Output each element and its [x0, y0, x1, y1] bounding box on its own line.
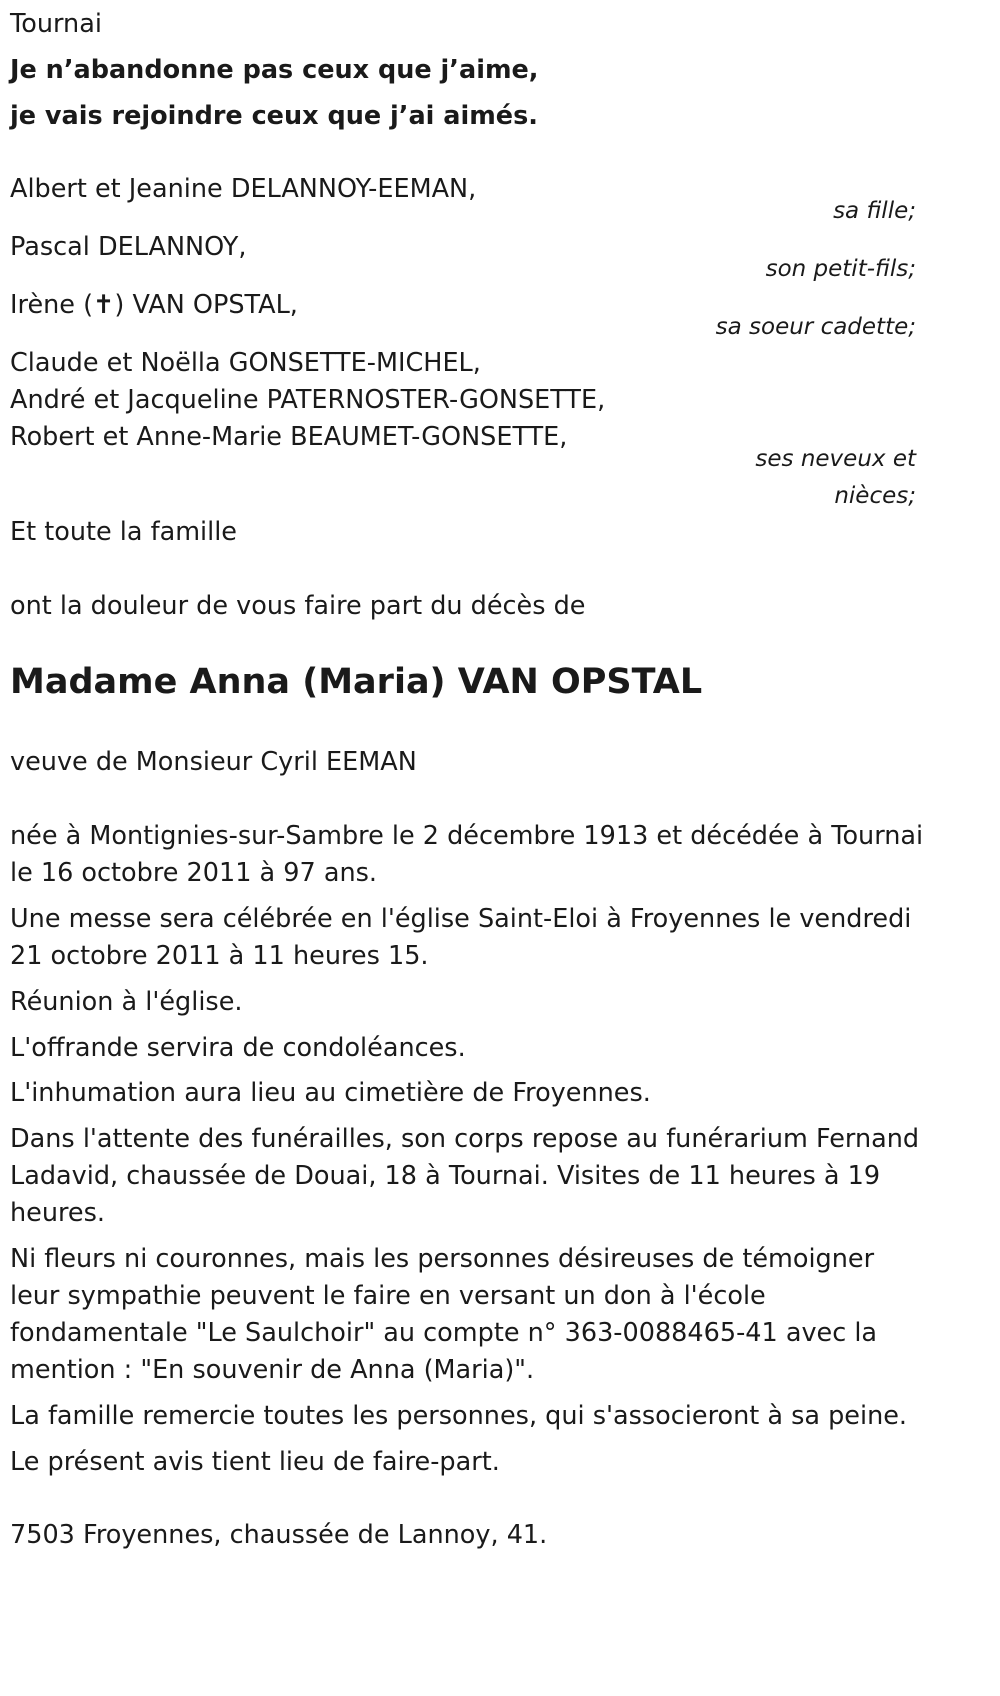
family-relation: ses neveux et: [755, 446, 916, 472]
quote-line-2: je vais rejoindre ceux que j’ai aimés.: [10, 101, 538, 131]
thanks-paragraph: La famille remercie toutes les personnes, qui s'associeront à sa peine.: [10, 1401, 908, 1431]
family-member-name: Albert et Jeanine DELANNOY-EEMAN,: [10, 174, 477, 204]
birth-death-paragraph: née à Montignies-sur-Sambre le 2 décembre 1913 et décédée à Tournai le 16 octobre 2011 à 97 ans.: [10, 821, 924, 888]
city-label: Tournai: [10, 9, 102, 39]
quote-line-1: Je n’abandonne pas ceux que j’aime,: [10, 55, 539, 85]
family-relation: son petit-fils;: [765, 256, 916, 282]
offering-paragraph: L'offrande servira de condoléances.: [10, 1033, 466, 1063]
deceased-name: Madame Anna (Maria) VAN OPSTAL: [10, 662, 703, 702]
family-member-name: Pascal DELANNOY,: [10, 232, 247, 262]
funeral-home-paragraph: Dans l'attente des funérailles, son corps repose au funérarium Fernand Ladavid, chaussée de Douai, 18 à Tournai. Visites de 11 heures à 19 heures.: [10, 1124, 920, 1228]
donation-paragraph: Ni fleurs ni couronnes, mais les personnes désireuses de témoigner leur sympathie peuvent le faire en versant un don à l'école fondamentale "Le Saulchoir" au compte n° 363-0088465-41 avec la mention : "En souvenir de Anna (Maria)".: [10, 1244, 878, 1385]
family-member-name: Claude et Noëlla GONSETTE-MICHEL,: [10, 348, 481, 378]
notice-paragraph: Le présent avis tient lieu de faire-part.: [10, 1447, 500, 1477]
family-relation: nièces;: [834, 483, 916, 509]
meeting-paragraph: Réunion à l'église.: [10, 987, 243, 1017]
family-member-name: Robert et Anne-Marie BEAUMET-GONSETTE,: [10, 422, 568, 452]
family-closing: Et toute la famille: [10, 517, 237, 547]
address-text: 7503 Froyennes, chaussée de Lannoy, 41.: [10, 1520, 548, 1550]
mass-paragraph: Une messe sera célébrée en l'église Saint-Eloi à Froyennes le vendredi 21 octobre 2011 à 11 heures 15.: [10, 904, 912, 971]
family-member-name: Irène (✝) VAN OPSTAL,: [10, 290, 298, 320]
family-member-name: André et Jacqueline PATERNOSTER-GONSETTE,: [10, 385, 606, 415]
family-relation: sa soeur cadette;: [715, 314, 916, 340]
announcement-text: ont la douleur de vous faire part du décès de: [10, 591, 586, 621]
family-relation: sa fille;: [833, 198, 916, 224]
burial-paragraph: L'inhumation aura lieu au cimetière de Froyennes.: [10, 1078, 651, 1108]
widow-of-text: veuve de Monsieur Cyril EEMAN: [10, 747, 417, 777]
